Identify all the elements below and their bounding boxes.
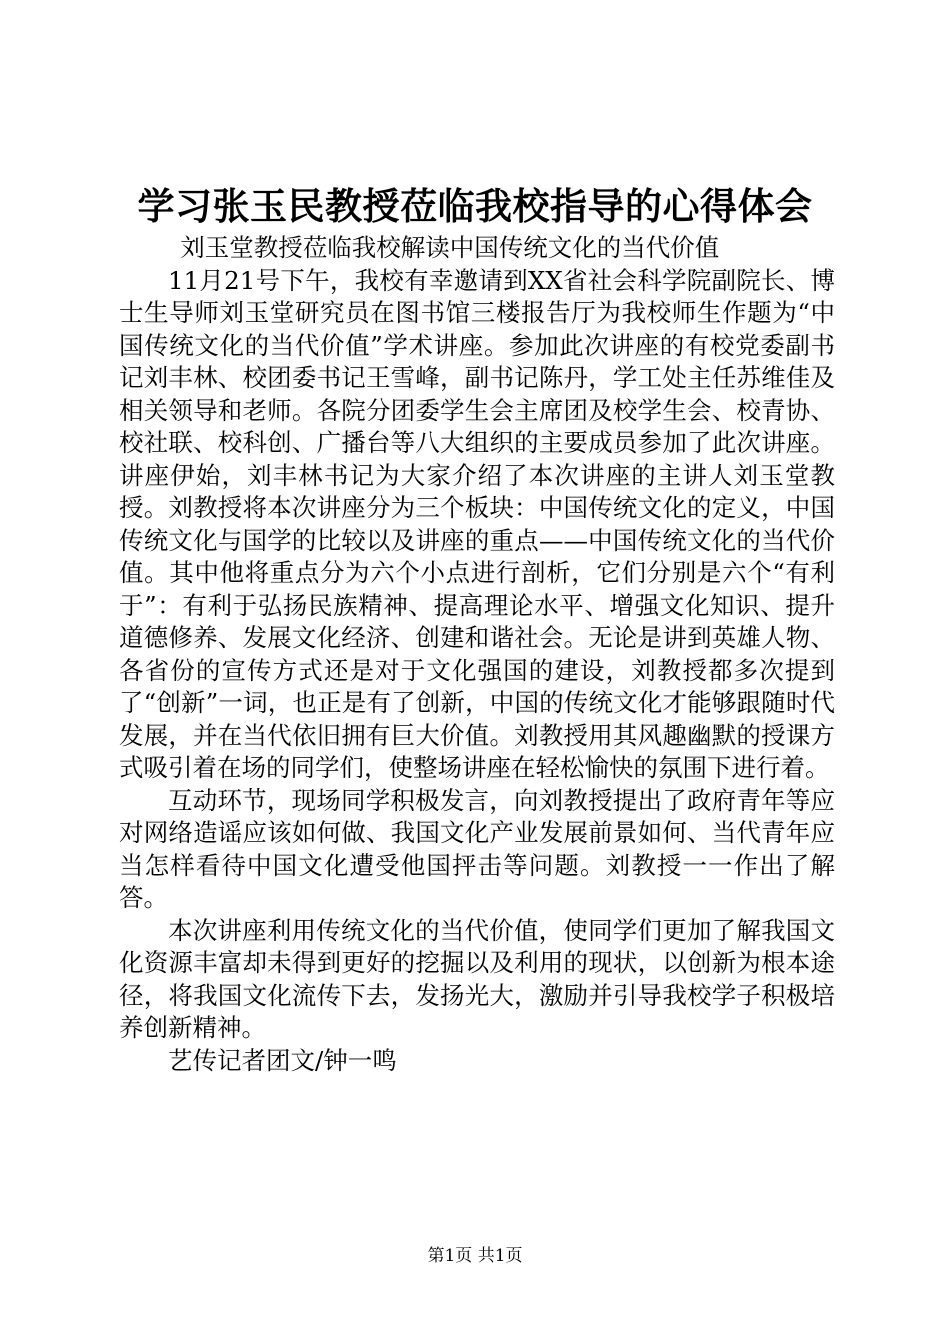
- document-title: 学习张玉民教授莅临我校指导的心得体会: [137, 185, 813, 228]
- author-credit: 艺传记者团文/钟一鸣: [168, 1045, 397, 1075]
- document-subtitle: 刘玉堂教授莅临我校解读中国传统文化的当代价值: [180, 233, 720, 262]
- body-paragraph-intro: 11月21号下午，我校有幸邀请到XX省社会科学院副院长、博士生导师刘玉堂研究员在图书馆三楼报告厅为我校师生作题为“中国传统文化的当代价值”学术讲座。参加此次讲座的有校党委副书记刘丰林、校团委书记王雪峰，副书记陈丹，学工处主任苏维佳及相关领导和老师。各院分团委学生会主席团及校学生会、校青协、校社联、校科创、广播台等八大组织的主要成员参加了此次讲座。讲座伊始，刘丰林书记为大家介绍了本次讲座的主讲人刘玉堂教授。刘教授将本次讲座分为三个板块：中国传统文化的定义，中国传统文化与国学的比较以及讲座的重点——中国传统文化的当代价值。其中他将重点分为六个小点进行剖析，它们分别是六个“有利于”：有利于弘扬民族精神、提高理论水平、增强文化知识、提升道德修养、发展文化经济、创建和谐社会。无论是讲到英雄人物、各省份的宣传方式还是对于文化强国的建设，刘教授都多次提到了“创新”一词，也正是有了创新，中国的传统文化才能够跟随时代发展，并在当代依旧拥有巨大价值。刘教授用其风趣幽默的授课方式吸引着在场的同学们，使整场讲座在轻松愉快的氛围下进行着。: [119, 265, 835, 782]
- body-paragraph-conclusion: 本次讲座利用传统文化的当代价值，使同学们更加了解我国文化资源丰富却未得到更好的挖掘以及利用的现状，以创新为根本途径，将我国文化流传下去，发扬光大，激励并引导我校学子积极培养创新精神。: [119, 915, 835, 1042]
- document-body: [119, 232, 835, 1077]
- page-footer: 第1页 共1页: [427, 1246, 523, 1266]
- body-paragraph-interaction: 互动环节，现场同学积极发言，向刘教授提出了政府青年等应对网络造谣应该如何做、我国文化产业发展前景如何、当代青年应当怎样看待中国文化遭受他国抨击等问题。刘教授一一作出了解答。: [119, 785, 835, 912]
